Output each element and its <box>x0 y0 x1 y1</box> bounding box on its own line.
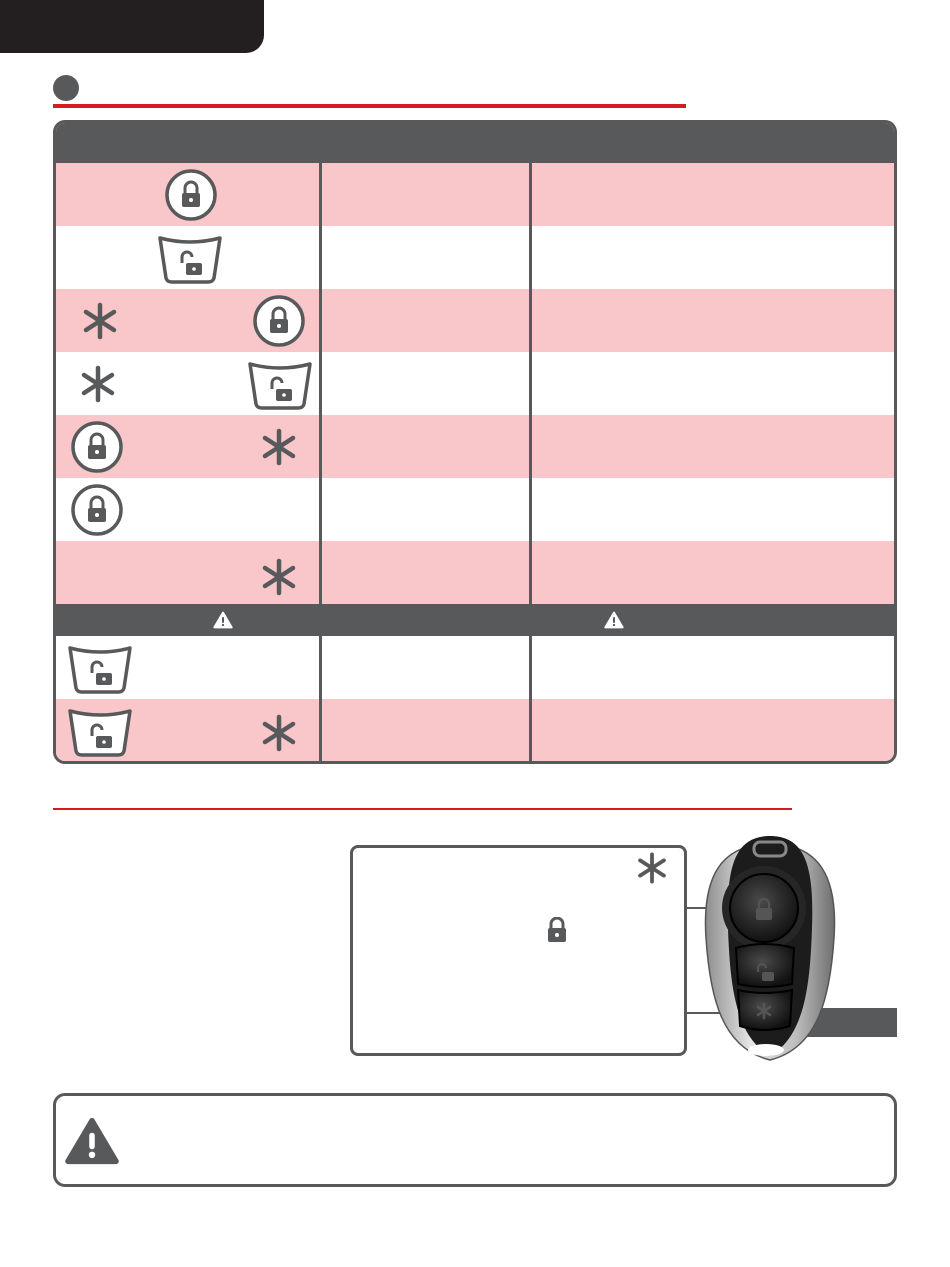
table-row <box>56 478 894 541</box>
key-fob-image <box>700 828 840 1070</box>
column-divider <box>319 163 322 764</box>
asterisk-icon <box>635 851 669 885</box>
table-row <box>56 699 894 764</box>
table-row <box>56 163 894 226</box>
table-row <box>56 226 894 289</box>
warning-icon <box>64 1117 120 1165</box>
unlock-icon <box>66 642 134 696</box>
notice-box <box>53 1093 897 1187</box>
asterisk-icon <box>259 427 299 467</box>
table-header <box>56 123 894 163</box>
warning-icon <box>213 611 233 629</box>
table-row <box>56 352 894 415</box>
asterisk-icon <box>80 301 120 341</box>
unlock-icon <box>66 705 134 759</box>
table-row <box>56 289 894 352</box>
asterisk-icon <box>78 364 118 404</box>
asterisk-icon <box>259 557 299 597</box>
lock-icon <box>545 917 569 943</box>
table-row <box>56 636 894 699</box>
warning-icon <box>604 611 624 629</box>
unlock-icon <box>246 358 314 412</box>
section-marker <box>53 75 79 101</box>
warning-band <box>56 604 894 636</box>
lock-icon <box>164 168 218 222</box>
callout-box <box>350 845 687 1056</box>
section-rule <box>53 104 686 108</box>
column-divider <box>529 163 532 764</box>
lock-icon <box>70 483 124 537</box>
header-tab <box>0 0 264 53</box>
button-function-table <box>53 120 897 764</box>
lock-icon <box>252 294 306 348</box>
asterisk-icon <box>259 713 299 753</box>
section-rule <box>53 808 792 810</box>
lock-icon <box>70 420 124 474</box>
unlock-icon <box>156 232 224 286</box>
table-row <box>56 541 894 604</box>
table-row <box>56 415 894 478</box>
